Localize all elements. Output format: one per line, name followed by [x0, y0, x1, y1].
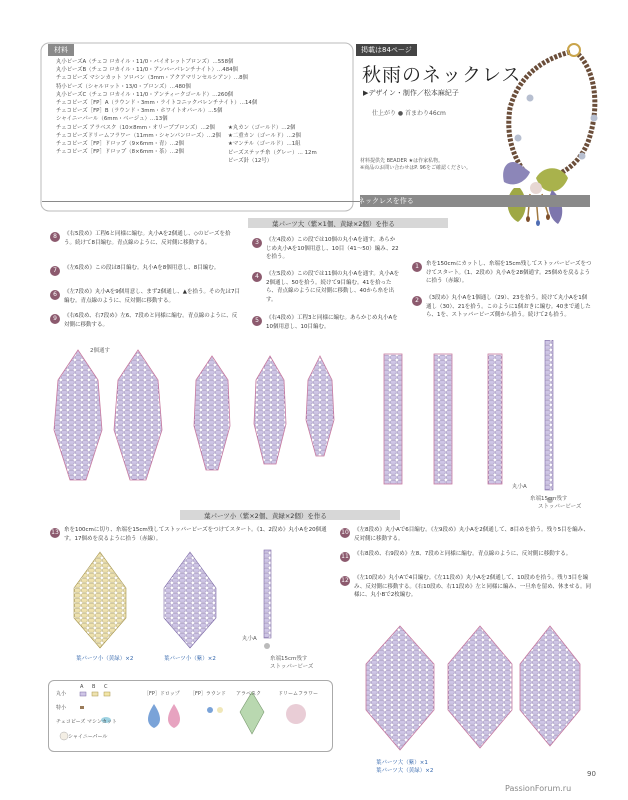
caption-stopper: ストッパービーズ — [270, 664, 314, 670]
legend-c: C — [104, 684, 108, 690]
step-text: 《右8段め、右9段め》左8、7段めと同様に編む。青点線のように、反対側に移動する。 — [354, 551, 572, 557]
page-title: 秋雨のネックレス — [362, 64, 522, 86]
leaf-diagram-3 — [434, 354, 452, 484]
caption-leaf-small-yellow: 葉パーツ小（黄緑）×2 — [76, 656, 134, 662]
step-number: 5 — [252, 316, 262, 326]
material-line: 特小ビーズ（シャルロット・13/0・ブロンズ）…480個 — [56, 83, 191, 90]
section-band — [42, 195, 592, 209]
material-line: チェコビーズ［FP］ドロップ（8×6mm・茶）…2個 — [56, 149, 184, 156]
material-line: チェコビーズ［FP］B（ラウンド・3mm・ホワイトオパール）…5個 — [56, 108, 223, 115]
material-line: ★マンテル（ゴールド）…1組 — [228, 141, 301, 148]
step-number: 12 — [341, 577, 349, 584]
legend-pearl: シャイニーパール — [68, 734, 108, 740]
step-text: 《右6段め、右7段め》左6、7段めと同様に編む。青点線のように、反対側に移動する。 — [64, 313, 238, 328]
material-line: チェコビーズ［FP］A（ラウンド・3mm・ライトコニックバレンチナイト）…14個 — [56, 100, 258, 107]
step-text: 《左10段め》丸小Aで4目編む。《左11段め》丸小Aを2個通して、10段めを拾う。残り3目を編み、反対側に移動する。《右10段め、右11段め》左と同様に編み、一旦糸を留め、休ませる。同様に、丸小Bで2枚編む。 — [354, 575, 591, 598]
section-title-main: ネックレスを作る — [358, 197, 414, 205]
caption-two-pass: 2個通す — [90, 348, 110, 354]
step-number: 7 — [50, 266, 60, 276]
material-line: ビーズステッチ糸（グレー）… 12m — [228, 149, 317, 156]
reference-badge: 掲載は84ページ — [356, 44, 417, 56]
leaf-small-diagrams — [60, 548, 360, 658]
leaf-diagram-5 — [306, 356, 334, 456]
legend-b: B — [92, 684, 96, 690]
step-text: 《左8段め》丸小Aで6目編む。《左9段め》丸小Aを2個通して、8目めを拾う。残り5目を編み、反対側に移動する。 — [354, 527, 589, 542]
leaf-diagram-7 — [194, 356, 230, 470]
step-text: 糸を150cmにカットし、糸端を15cm残してストッパービーズをつけてスタート。《1、2段め》丸小Aを28個通す。25個めを戻るように拾う（赤線）。 — [426, 261, 592, 284]
step-text: 《右5段め》工程6と同様に編む。丸小Aを2個通し、◇のビーズを拾う。続けて8目編む。青点線のように、反対側に移動する。 — [64, 231, 231, 246]
step-text: 《左6段め》この段は8目編む。丸小Aを8個用意し、8目編む。 — [64, 265, 220, 271]
subsection-title-small: 葉パーツ小（紫×2個、黄緑×2個）を作る — [204, 512, 327, 520]
legend-dream: ドリームフラワー — [278, 691, 319, 697]
legend-special: 特小 — [56, 705, 67, 711]
legend-arabesque: アラベスク — [236, 691, 262, 697]
legend-a: A — [80, 684, 84, 690]
leaf-diagram-2 — [488, 354, 502, 484]
finished-size: 仕上がり ● 首まわり46cm — [372, 110, 446, 117]
step-number: 8 — [50, 232, 60, 242]
step-number: 6 — [50, 290, 60, 300]
material-line: チェコビーズドリームフラワー（11mm・シャンパンローズ）…2個 — [56, 132, 221, 139]
leaf-diagram-9 — [114, 350, 162, 480]
supplier-note: 材料提供先 BEADER ★は作家私物。 ※商品のお問い合わせはP. 96をご確認ください。 — [360, 158, 471, 171]
material-line: ★二重カン（ゴールド）…2個 — [228, 133, 301, 140]
material-line: チェコビーズ アラベスク（10×8mm・オリーブブロンズ）…2個 — [56, 124, 215, 131]
caption-stopper: ストッパービーズ — [538, 504, 582, 510]
page-number: 90 — [587, 770, 596, 778]
leaf-diagram-8 — [54, 350, 102, 480]
step-number: 9 — [50, 314, 60, 324]
step-number: 1 — [412, 262, 422, 272]
step-number: 13 — [51, 529, 59, 536]
leaf-diagram-6 — [254, 356, 286, 464]
step-number: 2 — [412, 296, 422, 306]
step-text: 《右4段め》工程3と同様に編む。あらかじめ丸小Aを10個用意し、10目編む。 — [266, 315, 398, 330]
step-text: 糸を100cmに切り、糸端を15cm残してストッパービーズをつけてスタート。《1、2段め》丸小Aを20個通す。17個めを戻るように拾う（赤線）。 — [64, 527, 327, 542]
step-text: 《3段め》丸小Aを1個通し（29）、23を拾う。続けて丸小Aを1個通し（30）、21を拾う。このように1個おきに編む。40まで通したら、1を、ストッパービーズ側から拾う。続けて2も拾う。 — [426, 295, 591, 318]
material-line: 丸小ビーズC（チェコ ロカイル・11/0・アンティークゴールド）…260個 — [56, 91, 234, 98]
step-number: 10 — [341, 529, 349, 536]
watermark: PassionForum.ru — [505, 784, 572, 793]
material-line: チェコビーズ［FP］ドロップ（9×6mm・青）…2個 — [56, 141, 184, 148]
materials-list-2 — [228, 124, 317, 165]
leaf-diagram-4 — [384, 354, 402, 484]
caption-tail: 糸端15cm残す — [530, 496, 568, 502]
caption-bead-a: 丸小A — [242, 636, 257, 642]
material-line: ビーズ針（12号） — [228, 157, 273, 164]
step-number: 4 — [252, 272, 262, 282]
material-line: チェコビーズ マシンカット ソロバン（3mm・アクアマリンセルシアン）…8個 — [56, 75, 248, 82]
legend-czech: チェコビーズ マシンカット — [56, 719, 117, 725]
caption-bead-a: 丸小A — [512, 484, 527, 490]
subsection-title-large: 葉パーツ大（紫×1個、黄緑×2個）を作る — [272, 220, 395, 228]
material-line: 丸小ビーズA（チェコ ロカイル・11/0・バイオレットブロンズ）…558個 — [56, 59, 234, 65]
leaf-diagram-1 — [545, 340, 553, 503]
legend-fp-drop: ［FP］ドロップ — [144, 691, 180, 697]
materials-badge: 材料 — [48, 44, 74, 56]
designer-credit: ▶デザイン・制作／松本麻紀子 — [363, 89, 459, 97]
caption-leaf-small-purple: 葉パーツ小（紫）×2 — [164, 656, 216, 662]
step-number: 3 — [252, 238, 262, 248]
material-line: シャイニーパール（6mm・ベージュ）…13個 — [56, 116, 168, 123]
caption-leaf-large-yellow: 葉パーツ大（黄緑）×2 — [376, 768, 434, 774]
legend-fp-round: ［FP］ラウンド — [190, 691, 226, 697]
step-text: 《左4段め》この段では10個の丸小Aを通す。あらかじめ丸小Aを10個用意し、10目（41〜50）編み、22を拾う。 — [266, 237, 399, 260]
leaf-large-final-diagrams — [350, 620, 600, 760]
step-number: 11 — [341, 553, 349, 560]
material-line: ★丸カン（ゴールド）…2個 — [228, 125, 296, 131]
step-text: 《左5段め》この段では11個の丸小Aを通す。丸小Aを2個通し、50を拾う。続けて9目編む。41を拾ったら、青点線のように反対側に移動し、40から糸を出す。 — [266, 271, 400, 303]
material-line: 丸小ビーズB（チェコ ロカイル・11/0・アンバーパレンチナイト）…484個 — [56, 67, 238, 74]
caption-tail: 糸端15cm残す — [270, 656, 308, 662]
legend-round: 丸小 — [56, 691, 67, 697]
step-text: 《左7段め》丸小Aを9個用意し、まず2個通し、▲を拾う。その先は7目編む。青点線のように、反対側に移動する。 — [64, 289, 240, 304]
caption-leaf-large-purple: 葉パーツ大（紫）×1 — [376, 760, 428, 766]
